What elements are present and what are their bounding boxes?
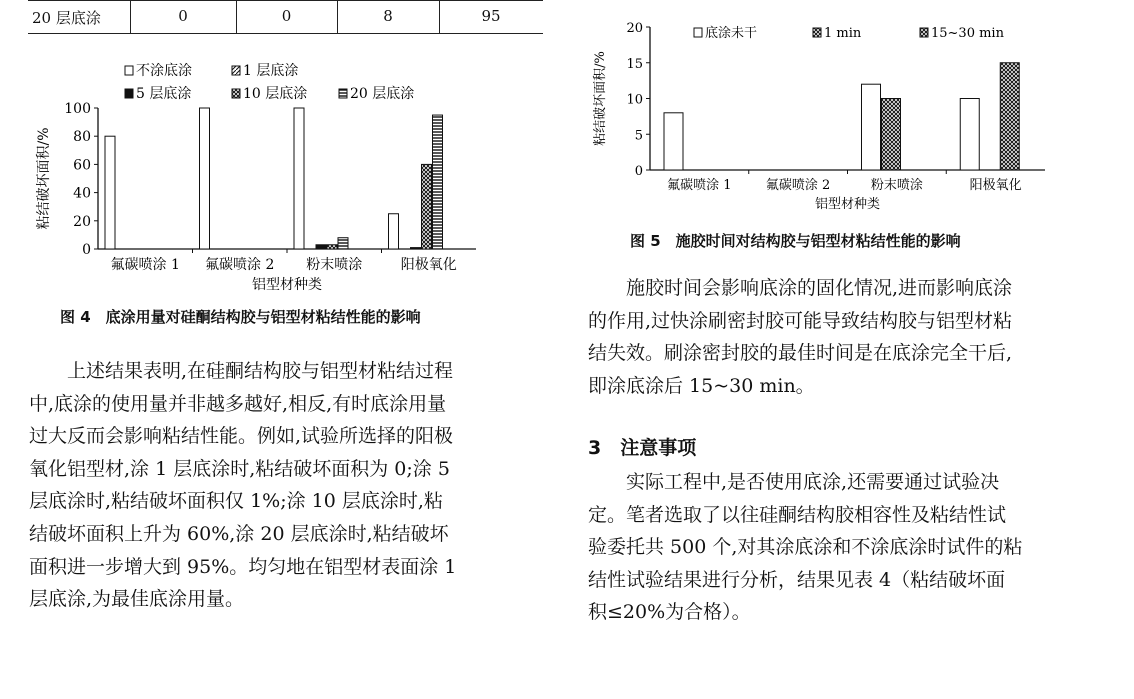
right-paragraph-1: [588, 272, 1108, 402]
legend-swatch: [125, 89, 133, 98]
left-paragraph: [29, 355, 544, 616]
legend-swatch: [813, 28, 821, 37]
legend-swatch: [694, 28, 702, 37]
chart-axes: [35, 101, 476, 293]
y-tick-label: 15: [626, 56, 643, 72]
text-line: 结破坏面积上升为 60%,涂 20 层底涂时,粘结破坏: [29, 522, 449, 545]
right-paragraph-2: [588, 466, 1108, 629]
chart-bar: [411, 248, 421, 249]
legend-swatch: [232, 66, 240, 75]
text-line: 氧化铝型材,涂 1 层底涂时,粘结破坏面积为 0;涂 5: [29, 457, 450, 480]
text-line: 面积进一步增大到 95%。均匀地在铝型材表面涂 1: [29, 555, 457, 578]
legend-swatch: [232, 89, 240, 98]
legend-label: 底涂未干: [705, 26, 758, 41]
y-tick-label: 5: [634, 128, 643, 144]
table-row-label: 20 层底涂: [32, 9, 101, 27]
chart-bar: [1000, 63, 1019, 170]
legend-swatch: [339, 89, 347, 98]
text-line: 中,底涂的使用量并非越多越好,相反,有时底涂用量: [29, 392, 447, 415]
text-line: 即涂底涂后 15~30 min。: [588, 374, 815, 397]
x-tick-label: 氟碳喷涂 1: [667, 178, 732, 193]
x-axis-label: 铝型材种类: [814, 197, 881, 212]
section-heading: 3 注意事项: [588, 437, 697, 459]
legend-label: 1 层底涂: [243, 63, 299, 79]
x-tick-label: 粉末喷涂: [870, 178, 923, 193]
table-cell: 0: [281, 7, 292, 25]
x-axis-label: 铝型材种类: [252, 277, 322, 293]
chart-bar: [200, 108, 210, 249]
text-line: 施胶时间会影响底涂的固化情况,进而影响底涂: [626, 277, 1013, 299]
legend-swatch: [920, 28, 928, 37]
figure5-chart: [590, 8, 1120, 223]
chart-bar: [433, 115, 443, 249]
text-line: 积≤20%为合格）。: [588, 601, 751, 624]
x-tick-label: 粉末喷涂: [306, 257, 363, 273]
chart-bar: [422, 164, 432, 249]
chart-bar: [327, 245, 337, 249]
legend-label: 10 层底涂: [243, 86, 308, 102]
x-tick-label: 氟碳喷涂 2: [765, 178, 831, 193]
table-cell: 95: [481, 7, 501, 25]
legend-label: 1 min: [824, 26, 862, 41]
legend-label: 不涂底涂: [136, 63, 192, 79]
chart-legend: [125, 62, 414, 102]
x-tick-label: 氟碳喷涂 2: [205, 257, 275, 273]
text-line: 上述结果表明,在硅酮结构胶与铝型材粘结过程: [67, 360, 454, 382]
y-tick-label: 60: [73, 157, 91, 174]
y-tick-label: 0: [634, 164, 643, 179]
y-tick-label: 0: [82, 242, 91, 258]
y-tick-label: 100: [64, 101, 91, 117]
chart-bar: [960, 99, 979, 171]
y-axis-label: 粘结破坏面积/%: [593, 51, 608, 146]
y-tick-label: 20: [73, 213, 91, 230]
legend-swatch: [125, 66, 133, 75]
chart-bars: [105, 108, 443, 249]
chart-bar: [862, 84, 881, 170]
chart-bar: [664, 113, 683, 170]
chart-bar: [105, 136, 115, 249]
figure4-chart: [28, 50, 548, 305]
legend-label: 20 层底涂: [350, 86, 415, 102]
x-tick-label: 氟碳喷涂 1: [110, 257, 180, 273]
text-line: 层底涂,为最佳底涂用量。: [29, 588, 245, 611]
chart-bar: [294, 108, 304, 249]
legend-label: 5 层底涂: [136, 86, 192, 102]
chart-legend: [694, 25, 1005, 41]
text-line: 层底涂时,粘结破坏面积仅 1%;涂 10 层底涂时,粘: [29, 490, 443, 513]
text-line: 验委托共 500 个,对其涂底涂和不涂底涂时试件的粘: [588, 536, 1023, 559]
chart-bars: [664, 63, 1019, 170]
legend-label: 15~30 min: [931, 26, 1004, 41]
text-line: 的作用,过快涂刷密封胶可能导致结构胶与铝型材粘: [588, 309, 1013, 332]
text-line: 过大反而会影响粘结性能。例如,试验所选择的阳极: [29, 425, 454, 448]
text-line: 结性试验结果进行分析，结果见表 4（粘结破坏面: [588, 568, 1006, 591]
x-tick-label: 阳极氧化: [969, 178, 1022, 193]
figure4-caption: 图 4 底涂用量对硅酮结构胶与铝型材粘结性能的影响: [60, 308, 421, 326]
x-tick-label: 阳极氧化: [400, 257, 457, 273]
y-axis-label: 粘结破坏面积/%: [36, 127, 52, 230]
text-line: 实际工程中,是否使用底涂,还需要通过试验决: [626, 471, 1000, 493]
text-line: 结失效。刷涂密封胶的最佳时间是在底涂完全干后,: [588, 342, 1013, 365]
chart-bar: [882, 99, 901, 171]
y-tick-label: 40: [73, 185, 91, 202]
figure5-caption: 图 5 施胶时间对结构胶与铝型材粘结性能的影响: [630, 232, 961, 250]
chart-bar: [389, 214, 399, 249]
y-tick-label: 10: [626, 92, 643, 108]
table-cell: 8: [383, 7, 393, 25]
table-cell: 0: [178, 7, 188, 25]
chart-bar: [316, 245, 326, 249]
y-tick-label: 80: [73, 129, 91, 146]
y-tick-label: 20: [626, 21, 643, 36]
chart-bar: [338, 238, 348, 249]
table-fragment: [28, 0, 543, 34]
text-line: 定。笔者选取了以往硅酮结构胶相容性及粘结性试: [588, 503, 1007, 526]
